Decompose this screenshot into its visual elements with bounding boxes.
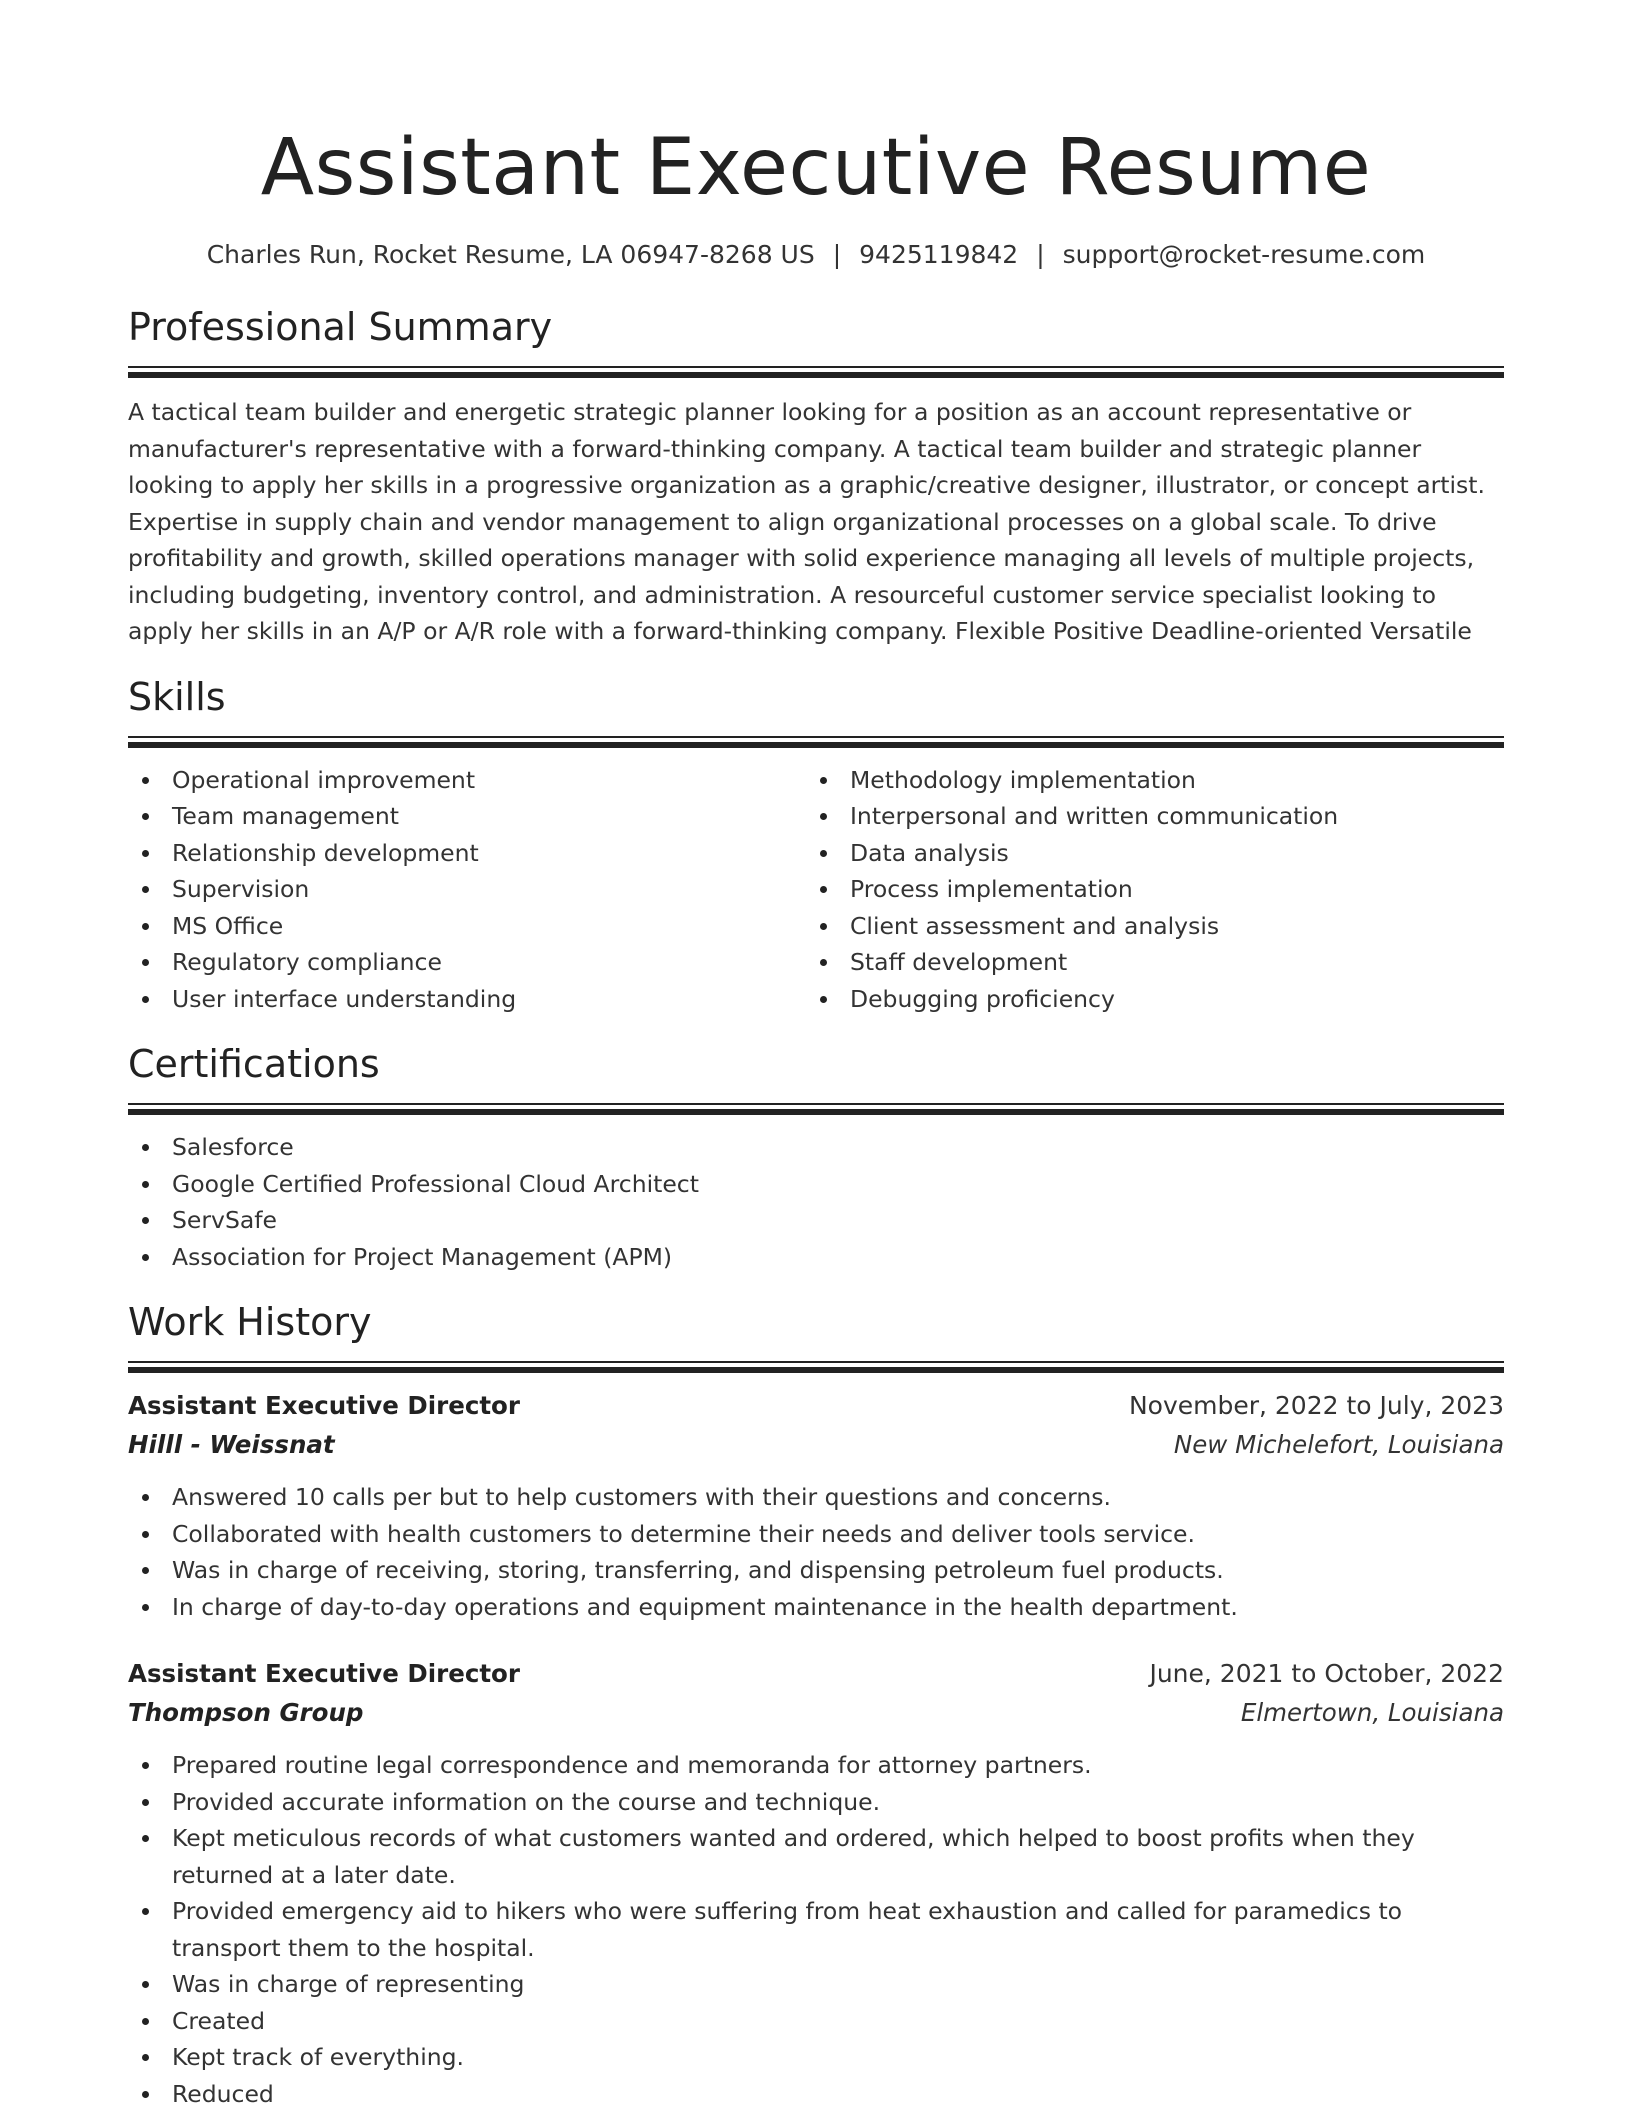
section-heading-work-history: Work History <box>128 1300 372 1344</box>
job-subheader-row <box>128 1693 1504 1733</box>
job-bullet: Provided accurate information on the course and technique. <box>128 1784 1504 1821</box>
job-header-row <box>128 1655 1504 1693</box>
skills-column-left <box>128 762 806 1018</box>
job-bullet: Kept track of everything. <box>128 2039 1504 2076</box>
contact-email[interactable]: support@rocket-resume.com <box>1062 240 1426 269</box>
job-bullet-list <box>128 1747 1504 2112</box>
skills-column-right <box>806 762 1484 1018</box>
skill-item: User interface understanding <box>128 981 806 1018</box>
skill-item: Relationship development <box>128 835 806 872</box>
job-dates: November, 2022 to July, 2023 <box>1128 1391 1504 1420</box>
certification-item: Association for Project Management (APM) <box>128 1239 1504 1276</box>
job-location: Elmertown, Louisiana <box>1240 1698 1504 1727</box>
section-heading-skills: Skills <box>128 674 226 719</box>
skill-item: Regulatory compliance <box>128 944 806 981</box>
job-bullet: Answered 10 calls per but to help customers with their questions and concerns. <box>128 1479 1504 1516</box>
section-divider <box>128 736 1504 746</box>
skill-item: Supervision <box>128 871 806 908</box>
job-subheader-row <box>128 1425 1504 1465</box>
skill-item: Process implementation <box>806 871 1484 908</box>
job-company: Hilll - Weissnat <box>128 1430 335 1459</box>
job-location: New Michelefort, Louisiana <box>1173 1430 1504 1459</box>
job-header-row <box>128 1387 1504 1425</box>
certifications-list <box>128 1129 1504 1275</box>
skill-item: Staff development <box>806 944 1484 981</box>
job-bullet: Created <box>128 2003 1504 2040</box>
section-heading-summary: Professional Summary <box>128 305 553 349</box>
skill-item: Team management <box>128 798 806 835</box>
job-bullet-list <box>128 1479 1504 1625</box>
summary-section <box>128 302 1504 650</box>
job-entry <box>128 1655 1504 2112</box>
skill-item: Interpersonal and written communication <box>806 798 1484 835</box>
skill-item: Operational improvement <box>128 762 806 799</box>
summary-text: A tactical team builder and energetic strategic planner looking for a position as an account representative or manufacturer's representative with a forward-thinking company. A tactical team builder and strategic planner looking to apply her skills in a progressive organization as a graphic/creative designer, illustrator, or concept artist. Expertise in supply chain and vendor management to align organizational processes on a global scale. To drive profitability and growth, skilled operations manager with solid experience managing all levels of multiple projects, including budgeting, inventory control, and administration. A resourceful customer service specialist looking to apply her skills in an A/P or A/R role with a forward-thinking company. Flexible Positive Deadline-oriented Versatile <box>128 398 1485 645</box>
contact-line <box>128 238 1504 272</box>
contact-phone: 9425119842 <box>859 240 1019 269</box>
resume-page <box>128 0 1504 2112</box>
certification-item: ServSafe <box>128 1202 1504 1239</box>
contact-separator: | <box>832 240 842 269</box>
certification-item: Google Certified Professional Cloud Architect <box>128 1166 1504 1203</box>
certifications-section <box>128 1039 1504 1275</box>
skill-item: Methodology implementation <box>806 762 1484 799</box>
job-bullet: In charge of day-to-day operations and equipment maintenance in the health department. <box>128 1589 1504 1626</box>
section-divider <box>128 1103 1504 1113</box>
job-bullet: Kept meticulous records of what customers wanted and ordered, which helped to boost profits when they returned at a later date. <box>128 1820 1504 1893</box>
job-title: Assistant Executive Director <box>128 1659 520 1688</box>
section-heading-certifications: Certifications <box>128 1042 380 1086</box>
skill-item: MS Office <box>128 908 806 945</box>
certification-item: Salesforce <box>128 1129 1504 1166</box>
resume-title: Assistant Executive Resume <box>260 123 1372 213</box>
job-entry <box>128 1387 1504 1625</box>
contact-address: Charles Run, Rocket Resume, LA 06947-8268 US <box>206 240 815 269</box>
job-bullet: Collaborated with health customers to determine their needs and deliver tools service. <box>128 1516 1504 1553</box>
job-title: Assistant Executive Director <box>128 1391 520 1420</box>
skills-grid <box>128 762 1504 1018</box>
work-history-section <box>128 1297 1504 2112</box>
job-bullet: Provided emergency aid to hikers who were suffering from heat exhaustion and called for paramedics to transport them to the hospital. <box>128 1893 1504 1966</box>
job-company: Thompson Group <box>128 1698 364 1727</box>
section-divider <box>128 366 1504 376</box>
job-bullet: Was in charge of representing <box>128 1966 1504 2003</box>
section-divider <box>128 1361 1504 1371</box>
skills-section <box>128 672 1504 1018</box>
skill-item: Debugging proficiency <box>806 981 1484 1018</box>
job-bullet: Was in charge of receiving, storing, transferring, and dispensing petroleum fuel products. <box>128 1552 1504 1589</box>
skill-item: Data analysis <box>806 835 1484 872</box>
job-dates: June, 2021 to October, 2022 <box>1149 1659 1504 1688</box>
job-bullet: Reduced <box>128 2076 1504 2112</box>
skill-item: Client assessment and analysis <box>806 908 1484 945</box>
job-bullet: Prepared routine legal correspondence and memoranda for attorney partners. <box>128 1747 1504 1784</box>
contact-separator: | <box>1036 240 1045 269</box>
